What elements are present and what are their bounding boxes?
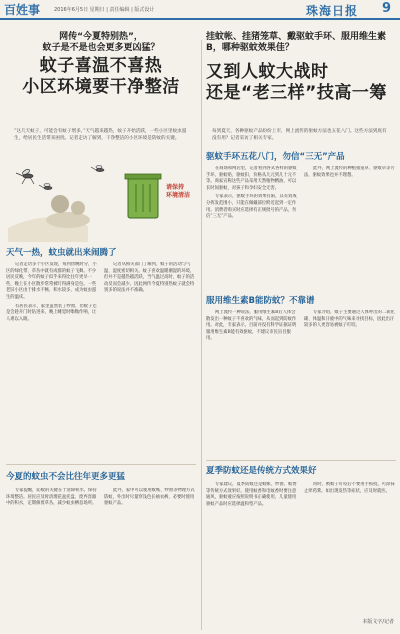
section-title: 百姓事 bbox=[4, 3, 41, 17]
right-body-col-d bbox=[304, 310, 396, 458]
right-subhead-3: 夏季防蚊还是传统方式效果好 bbox=[206, 466, 317, 476]
left-subhead-2: 今夏的蚊虫不会比往年更多更猛 bbox=[6, 472, 126, 482]
right-body-1b: 专家表示，驱蚊手环的效果有限，其有效成分挥发范围小，只能在佩戴部位附近起到一定作用。消费者购买时应选择有正规批号的产品，勿信“三无”产品。 bbox=[206, 194, 297, 220]
dateline: 2016年6月5日 星期日 | 责任编辑 | 版式设计 bbox=[54, 7, 155, 13]
byline bbox=[304, 618, 394, 625]
left-body-1b: 有居民表示，家里虽然装了纱窗，但蚊子还是会趁开门时钻进来，晚上睡觉时嗡嗡作响，让人难以入眠。 bbox=[6, 303, 97, 322]
right-body-3b: 同时，被蚊子叮咬后不要用手抓挠，可涂抹止痒药膏。如出现发热等症状，应及时就医。 bbox=[304, 482, 395, 494]
left-article-header bbox=[6, 32, 196, 98]
right-body-2a: 网上流传一种说法，服用维生素B后人体会散发出一种蚊子不喜欢的气味，从而起到防蚊作用。对此，专家表示，目前并没有科学证据证明服用维生素B能有效驱蚊，不建议市民盲目服用。 bbox=[206, 310, 297, 342]
right-body-3a: 专家建议，夏季防蚊还是蚊帐、纱窗、蚊香等传统方式效果好。使用蚊香和电蚊香时要注意通风，驱蚊液应按照说明书正确使用，儿童使用驱蚊产品时应选择温和型产品。 bbox=[206, 482, 297, 507]
left-section-2 bbox=[6, 472, 196, 483]
left-body-col-d bbox=[104, 488, 196, 628]
newspaper-name: 珠海日报 bbox=[306, 4, 359, 18]
sign-label-2: 环境清洁 bbox=[166, 192, 191, 199]
left-body-col-c bbox=[6, 488, 98, 628]
left-section-1 bbox=[6, 248, 196, 259]
mosquito-icon bbox=[16, 168, 34, 184]
left-body-2a: 记者从相关部门了解到，蚊子的活动与气温、湿度密切相关。蚊子喜欢温暖潮湿的环境，但并不是越热越活跃，当气温过高时，蚊子的活动反而会减少。因此网传今夏特别热蚊子就会特别多的说法并不准确。 bbox=[104, 262, 195, 294]
left-headline-1: 蚊子喜温不喜热 bbox=[39, 56, 163, 76]
left-body-2b: 专家提醒，防蚊的关键在于清除积水，保持环境整洁。居民应及时清理花盆托盘、废弃容器中的积水，定期修剪草丛，减少蚊虫栖息场所。 bbox=[6, 488, 97, 507]
right-body-1a: 在商场和网店里，记者看到各式各样的驱蚊手环、驱蚊贴、驱蚊扣，价格从几元到几十元不等。商家宣称这些产品采用天然植物精油，可以长时间驱蚊，对孩子和孕妇安全无害。 bbox=[206, 166, 297, 191]
left-lead-text: “这几天蚊子，可能会有蚊子增多。”天气越来越热，蚊子开始活跃，一些小区里蚊虫滋生，给居民生活带来困扰。记者走访了解到，干净整洁的小区环境是防蚊的关键。 bbox=[14, 129, 187, 141]
right-lead-text: 每到夏天，各种驱蚊产品纷纷上市，网上流传的驱蚊方法也五花八门。这些方法到底有没有用？记者采访了相关专家。 bbox=[212, 129, 387, 141]
right-divider bbox=[206, 460, 396, 461]
left-kicker-1: 网传“今夏特别热”， bbox=[59, 32, 143, 42]
right-section-3 bbox=[206, 466, 396, 477]
left-headline-2: 小区环境要干净整洁 bbox=[22, 77, 180, 97]
right-body-col-f bbox=[304, 482, 396, 602]
right-subhead-1: 驱蚊手环五花八门，勿信“三无”产品 bbox=[206, 152, 345, 162]
right-body-1c: 此外，网上流传的种植猪笼草、驱蚊草等方法，驱蚊效果也并不理想。 bbox=[304, 166, 395, 178]
left-body-1a: 记者走访多个小区发现，每到傍晚时分，小区的绿化带、草丛中就有成群的蚊子飞舞。不少居民反映，今年的蚊子似乎来得比往年更早一些，晚上在小区散步常常被叮得满身是包。一些老旧小区由于排水不畅，积水较多，成为蚊虫滋生的温床。 bbox=[6, 262, 97, 300]
left-subhead-1: 天气一热，蚊虫就出来闹腾了 bbox=[6, 248, 117, 258]
right-kicker: 挂蚊帐、挂猪笼草、戴驱蚊手环、服用维生素B，哪种驱蚊效果佳？ bbox=[206, 32, 387, 53]
byline-text: 本版文字/记者 bbox=[362, 619, 394, 625]
right-section-2 bbox=[206, 296, 396, 307]
left-lead bbox=[14, 128, 190, 142]
right-headline-1: 又到人蚊大战时 bbox=[206, 62, 329, 82]
right-headline-2: 还是“老三样”技高一筹 bbox=[206, 83, 387, 103]
right-body-2b: 专家介绍，蚊子主要通过人体呼出的二氧化碳、体温和汗液中的气味来寻找目标，因此出汗较多的人更容易被蚊子叮咬。 bbox=[304, 310, 395, 329]
left-body-col-b bbox=[104, 262, 196, 458]
right-body-col-a bbox=[206, 166, 298, 284]
left-body-col-a bbox=[6, 262, 98, 458]
illustration bbox=[8, 148, 198, 242]
right-body-col-c bbox=[206, 310, 298, 458]
left-divider bbox=[6, 464, 196, 465]
right-body-col-e bbox=[206, 482, 298, 612]
column-divider bbox=[201, 40, 202, 630]
right-lead bbox=[212, 128, 390, 142]
trash-can-icon bbox=[125, 174, 161, 218]
right-subhead-2: 服用维生素B能防蚊？不靠谱 bbox=[206, 296, 315, 306]
illustration-sign bbox=[166, 184, 198, 200]
page-number: 9 bbox=[382, 1, 392, 16]
sign-label-1: 请保持 bbox=[166, 184, 185, 191]
left-body-2c: 此外，家中可以使用蚊帐、纱窗等物理方式防蚊，外出时尽量穿浅色长袖衣裤，必要时使用驱蚊产品。 bbox=[104, 488, 195, 507]
right-body-col-b bbox=[304, 166, 396, 284]
left-kicker-2: 蚊子是不是也会更多更凶猛？ bbox=[42, 43, 160, 53]
right-section-1 bbox=[206, 152, 396, 163]
right-article-header bbox=[206, 32, 396, 104]
masthead-bar bbox=[0, 0, 400, 20]
